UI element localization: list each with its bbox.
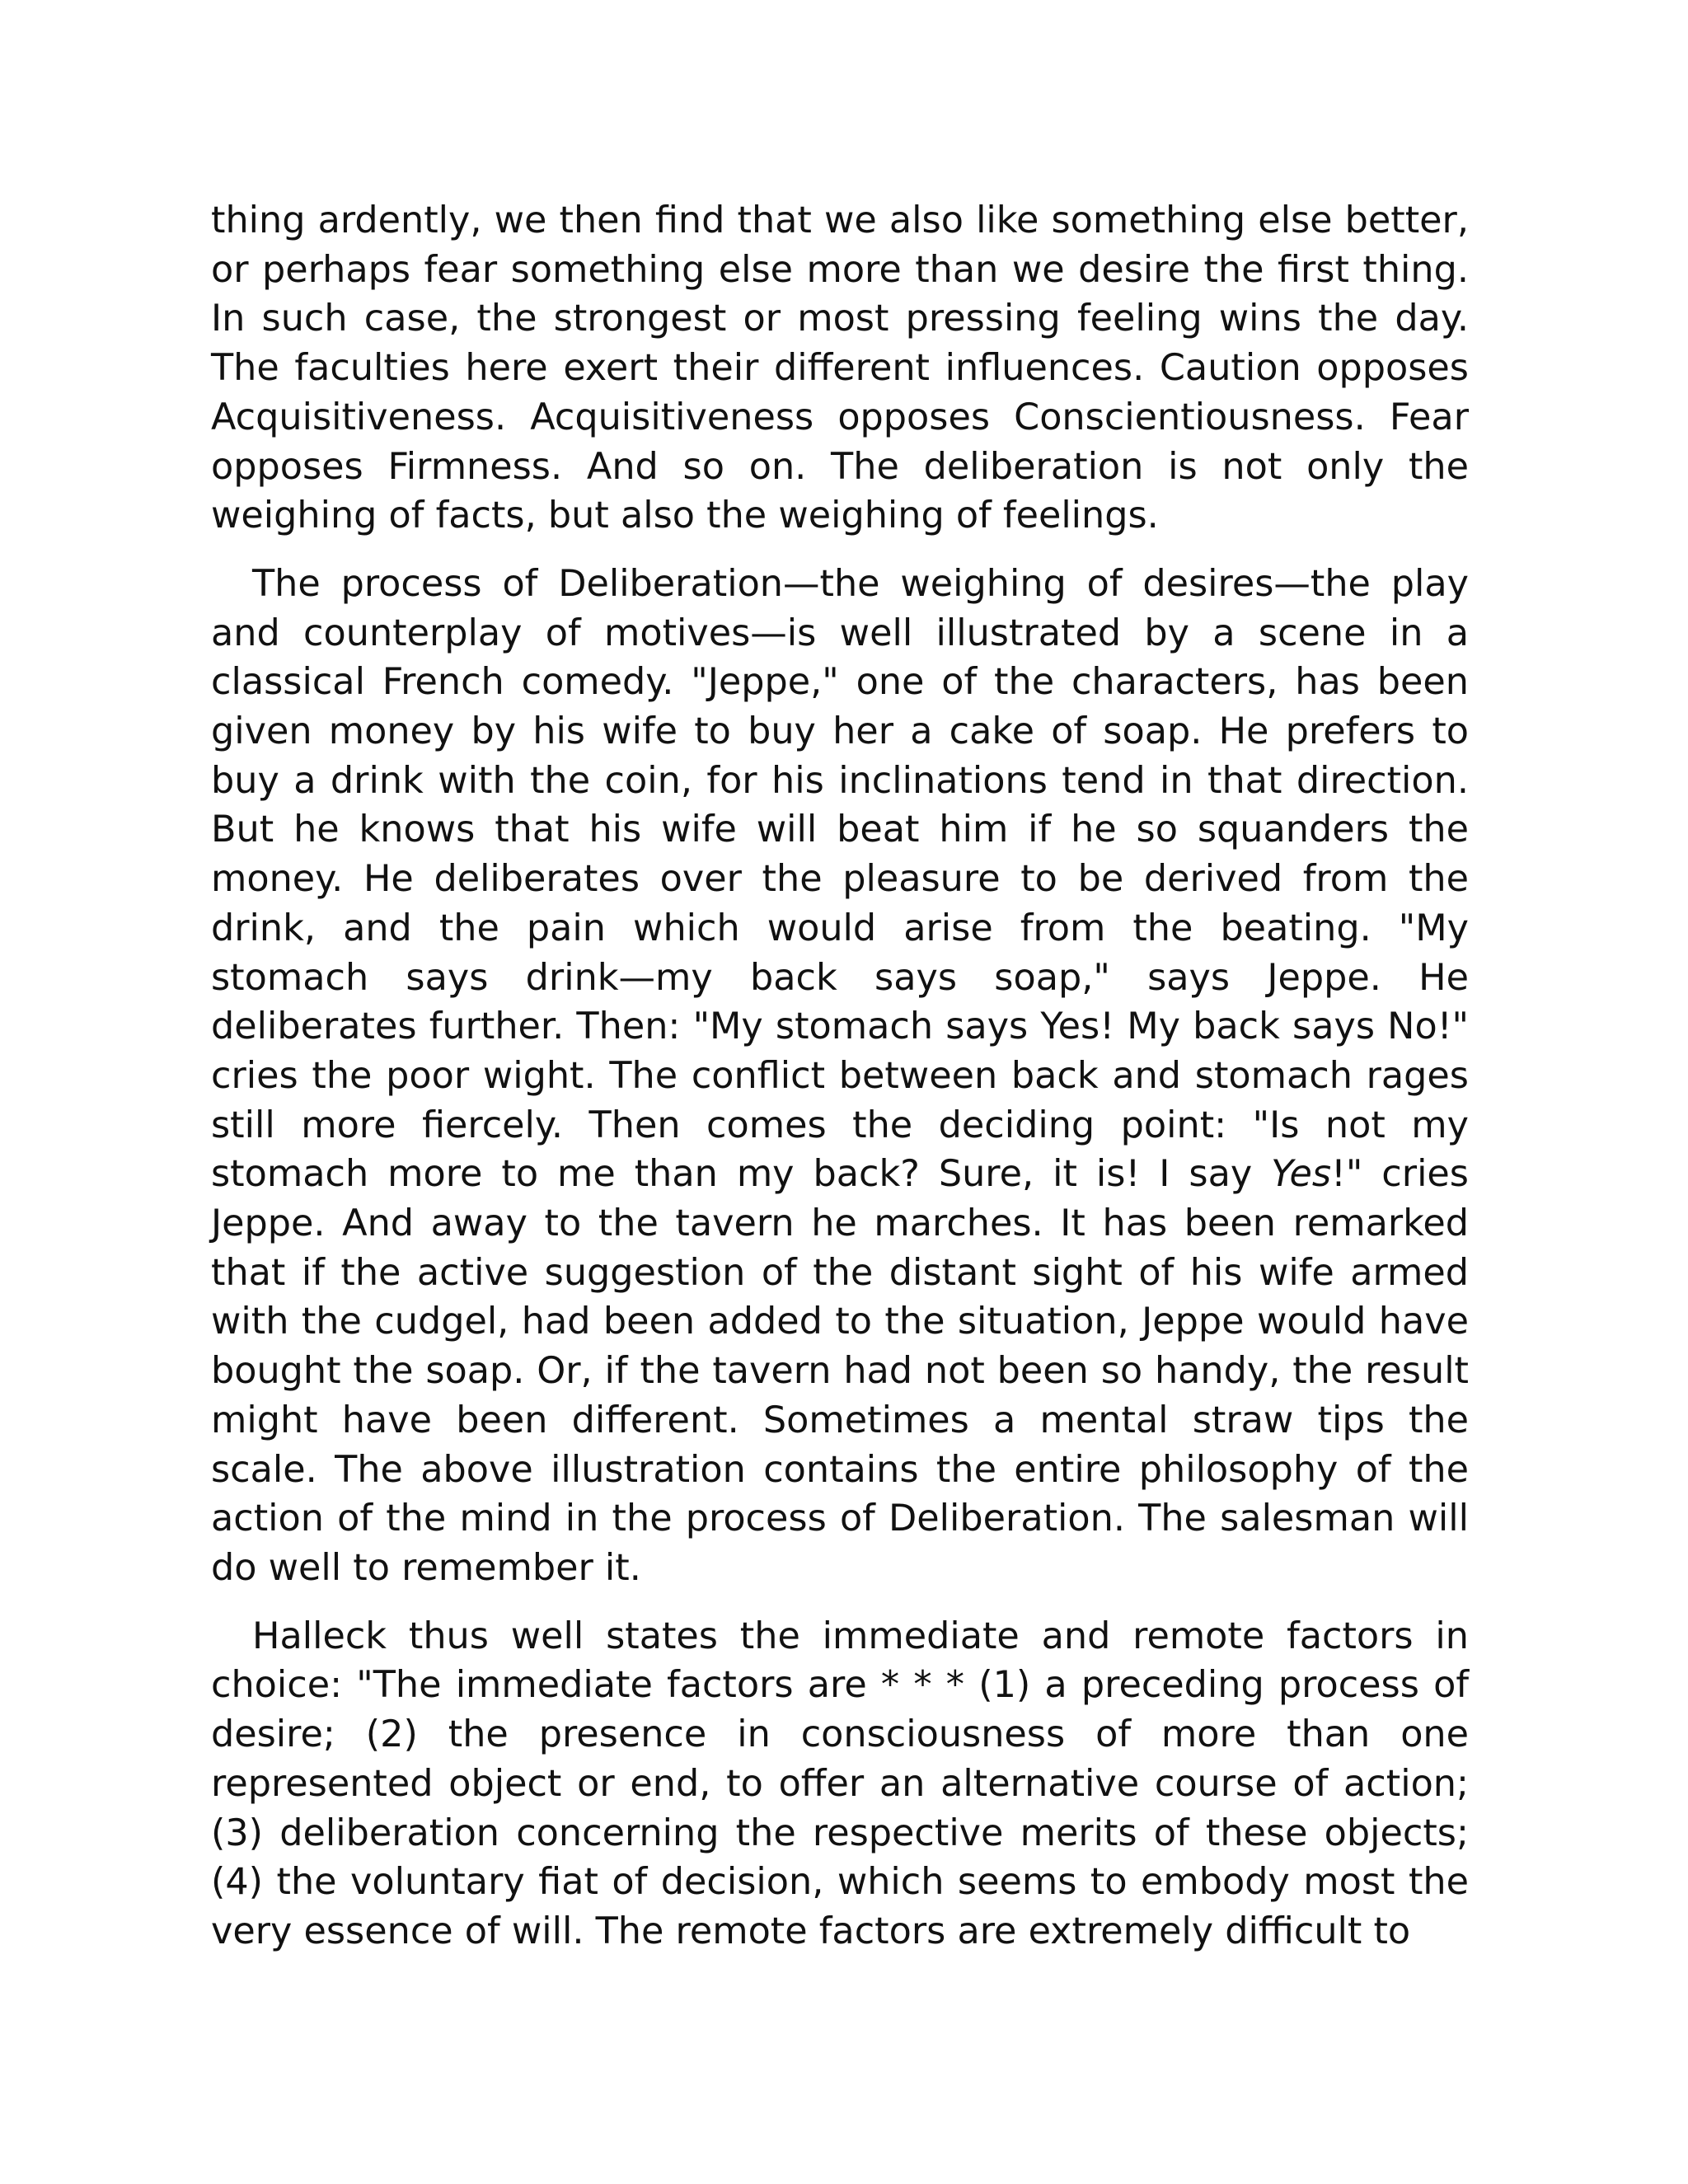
paragraph-text: Halleck thus well states the immediate and remote factors in choice: "The immediate factors are * * * (1) a preceding process of desire; (2) the presence in consciousness of more than one represented object or end, to offer an alternative course of action; (3) deliberation concerning the respective merits of these objects; (4) the voluntary fiat of decision, which seems to embody most the very essence of will. The remote factors are extremely difficult to — [211, 1615, 1469, 1952]
paragraph-feelings — [211, 196, 1469, 541]
paragraph-text: The process of Deliberation—the weighing of desires—the play and counterplay of motives—is well illustrated by a scene in a classical French comedy. "Jeppe," one of the characters, has been given money by his wife to buy her a cake of soap. He prefers to buy a drink with the coin, for his inclinations tend in that direction. But he knows that his wife will beat him if he so squanders the money. He deliberates over the pleasure to be derived from the drink, and the pain which would arise from the beating. "My stomach says drink—my back says soap," says Jeppe. He deliberates further. Then: "My stomach says Yes! My back says No!" cries the poor wight. The conflict between back and stomach rages still more fiercely. Then comes the deciding point: "Is not my stomach more to me than my back? Sure, it is! I say — [211, 562, 1469, 1196]
paragraph-text: thing ardently, we then find that we also like something else better, or perhaps fear something else more than we desire the first thing. In such case, the strongest or most pressing feeling wins the day. The faculties here exert their different influences. Caution opposes Acquisitiveness. Acquisitiveness opposes Conscientiousness. Fear opposes Firmness. And so on. The deliberation is not only the weighing of facts, but also the weighing of feelings. — [211, 199, 1469, 537]
paragraph-halleck — [211, 1612, 1469, 1957]
paragraph-text: !" cries Jeppe. And away to the tavern he marches. It has been remarked that if the active suggestion of the distant sight of his wife armed with the cudgel, had been added to the situation, Jeppe would have bought the soap. Or, if the tavern had not been so handy, the result might have been different. Sometimes a mental straw tips the scale. The above illustration contains the entire philosophy of the action of the mind in the process of Deliberation. The salesman will do well to remember it. — [211, 1153, 1469, 1589]
page-body — [211, 196, 1469, 1957]
italic-emphasis: Yes — [1271, 1153, 1332, 1196]
paragraph-jeppe — [211, 560, 1469, 1593]
